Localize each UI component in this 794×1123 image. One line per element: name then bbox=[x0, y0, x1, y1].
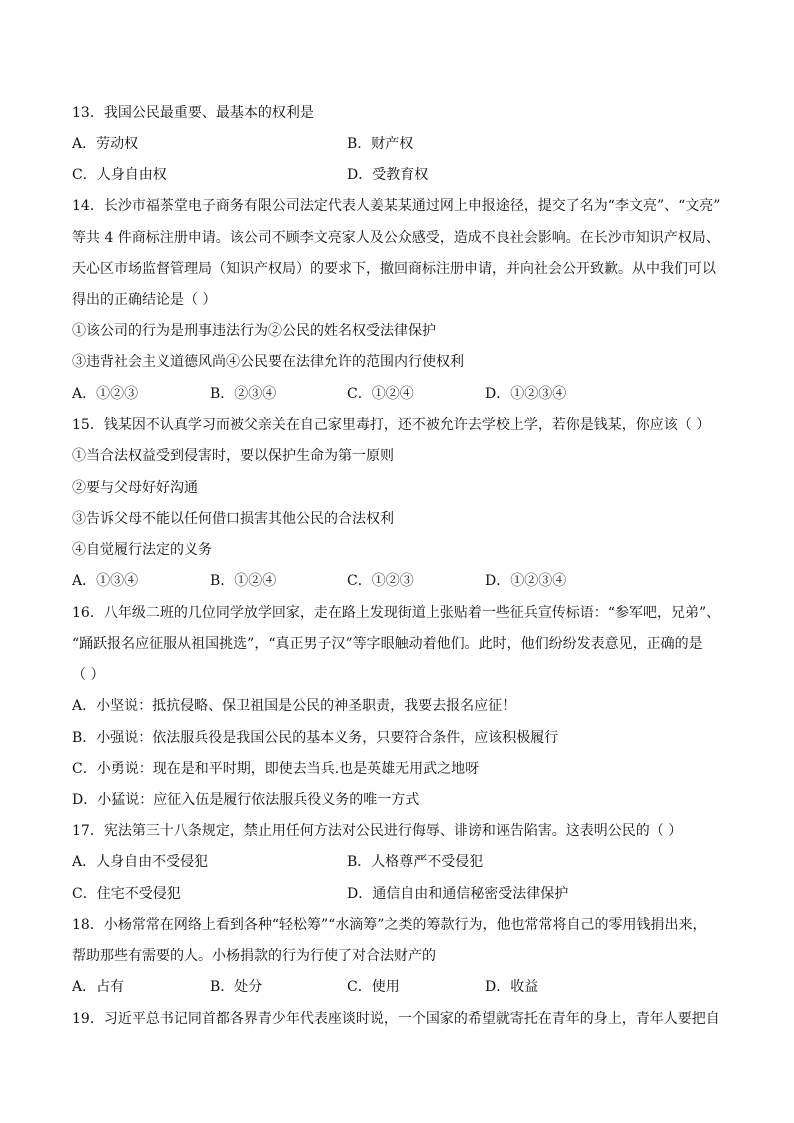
q13-option-c: C．人身自由权 bbox=[72, 167, 167, 183]
q18-option-c: C．使用 bbox=[347, 979, 400, 995]
q16-option-d: D．小猛说：应征入伍是履行依法服兵役义务的唯一方式 bbox=[72, 792, 420, 808]
q16-option-b: B．小强说：依法服兵役是我国公民的基本义务，只要符合条件，应该积极履行 bbox=[72, 730, 559, 746]
q17-option-d: D．通信自由和通信秘密受法律保护 bbox=[347, 886, 569, 902]
q16-option-c: C．小勇说：现在是和平时期，即使去当兵.也是英雄无用武之地呀 bbox=[72, 761, 480, 777]
q14-statements-2: ③违背社会主义道德风尚④公民要在法律允许的范围内行使权利 bbox=[72, 354, 464, 370]
q18-stem-line-2: 帮助那些有需要的人。小杨捐款的行为行使了对合法财产的 bbox=[72, 948, 436, 964]
q17-option-b: B．人格尊严不受侵犯 bbox=[347, 854, 484, 870]
q15-statement-3: ③告诉父母不能以任何借口损害其他公民的合法权利 bbox=[72, 511, 394, 527]
q14-option-d: D．①②③④ bbox=[485, 386, 567, 402]
q17-option-c: C．住宅不受侵犯 bbox=[72, 886, 181, 902]
q13-option-d: D．受教育权 bbox=[347, 167, 429, 183]
q14-statements-1: ①该公司的行为是刑事违法行为②公民的姓名权受法律保护 bbox=[72, 323, 436, 339]
q18-option-d: D．收益 bbox=[485, 979, 539, 995]
q14-option-b: B．②③④ bbox=[210, 386, 277, 402]
q18-option-b: B．处分 bbox=[210, 979, 263, 995]
q18-stem-line-1: 18．小杨常常在网络上看到各种“轻松筹”“水滴筹”之类的筹款行为，他也常常将自己的零用钱捐出来， bbox=[72, 917, 707, 933]
q13-option-b: B．财产权 bbox=[347, 136, 414, 152]
q15-statement-1: ①当合法权益受到侵害时，要以保护生命为第一原则 bbox=[72, 448, 394, 464]
q15-option-b: B．①②④ bbox=[210, 573, 277, 589]
q16-stem-line-1: 16．八年级二班的几位同学放学回家，走在路上发现街道上张贴着一些征兵宣传标语：“参军吧，兄弟”、 bbox=[72, 605, 721, 621]
q15-option-c: C．①②③ bbox=[347, 573, 414, 589]
q14-stem-line-4: 得出的正确结论是（ ） bbox=[72, 292, 217, 308]
q17-option-a: A．人身自由不受侵犯 bbox=[72, 854, 209, 870]
q16-stem-line-2: “踊跃报名应征服从祖国挑选”，“真正男子汉”等字眼触动着他们。此时，他们纷纷发表意见，正确的是 bbox=[72, 636, 703, 652]
q15-stem: 15．钱某因不认真学习而被父亲关在自己家里毒打，还不被允许去学校上学，若你是钱某，你应该（ ） bbox=[72, 417, 711, 433]
q14-stem-line-2: 等共 4 件商标注册申请。该公司不顾李文亮家人及公众感受，造成不良社会影响。在长沙市知识产权局、 bbox=[72, 230, 720, 246]
q19-stem-line-1: 19．习近平总书记同首都各界青少年代表座谈时说，一个国家的希望就寄托在青年的身上，青年人要把自 bbox=[72, 1011, 720, 1027]
q15-statement-2: ②要与父母好好沟通 bbox=[72, 480, 198, 496]
q17-stem: 17．宪法第三十八条规定，禁止用任何方法对公民进行侮辱、诽谤和诬告陷害。这表明公民的（ ） bbox=[72, 823, 683, 839]
q18-option-a: A．占有 bbox=[72, 979, 125, 995]
q15-option-d: D．①②③④ bbox=[485, 573, 567, 589]
q15-statement-4: ④自觉履行法定的义务 bbox=[72, 542, 212, 558]
q14-stem-line-1: 14．长沙市福茶堂电子商务有限公司法定代表人姜某某通过网上申报途径，提交了名为“李文亮”、“文亮” bbox=[72, 198, 721, 214]
q15-option-a: A．①③④ bbox=[72, 573, 139, 589]
q14-option-c: C．①②④ bbox=[347, 386, 414, 402]
q16-stem-line-3: （ ） bbox=[72, 667, 105, 683]
q13-stem: 13．我国公民最重要、最基本的权利是 bbox=[72, 105, 314, 121]
q14-stem-line-3: 天心区市场监督管理局（知识产权局）的要求下，撤回商标注册申请，并向社会公开致歉。从中我们可以 bbox=[72, 261, 716, 277]
q16-option-a: A．小坚说：抵抗侵略、保卫祖国是公民的神圣职责，我要去报名应征！ bbox=[72, 698, 517, 714]
q13-option-a: A．劳动权 bbox=[72, 136, 139, 152]
q14-option-a: A．①②③ bbox=[72, 386, 139, 402]
